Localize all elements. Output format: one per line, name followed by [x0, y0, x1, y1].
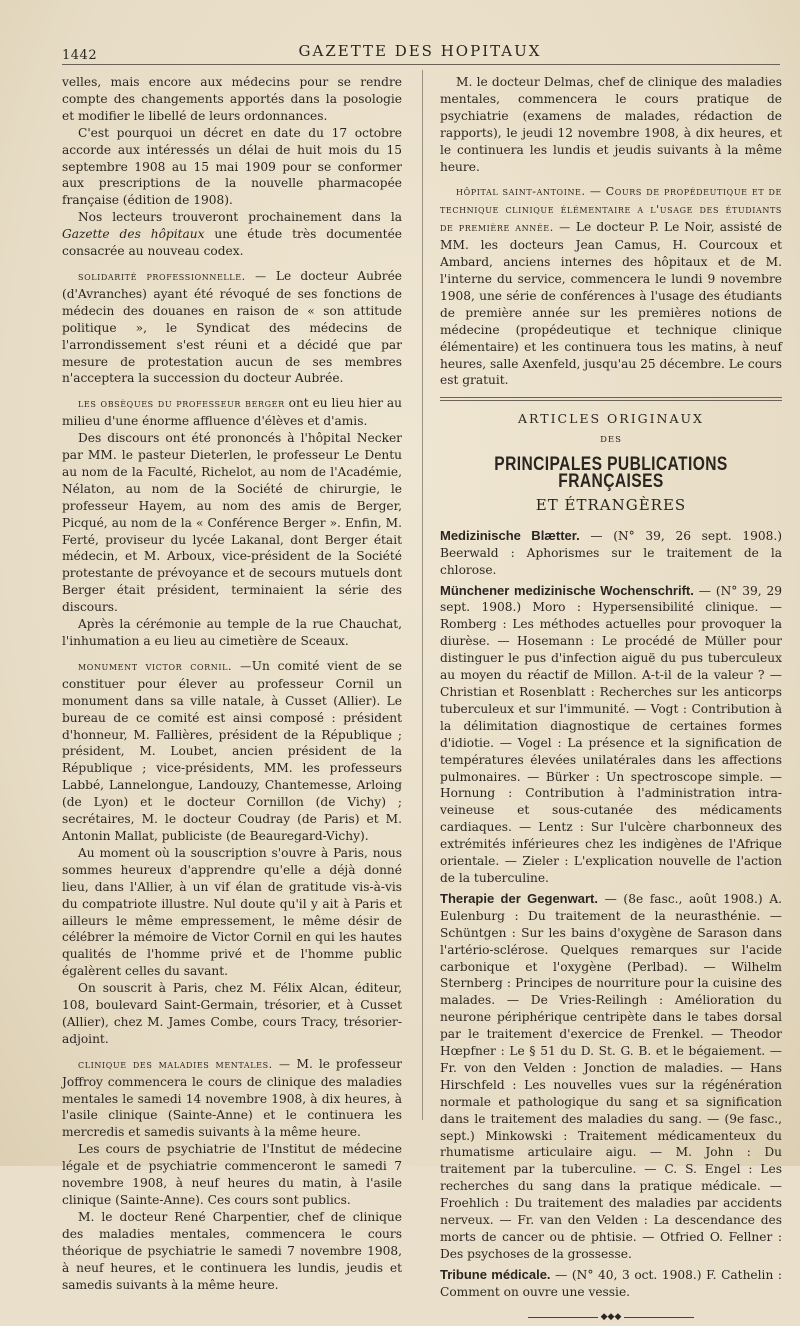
header-rule	[62, 64, 780, 65]
paragraph: Nos lecteurs trouveront prochainement dans la Gazette des hôpitaux une étude très documentée consacrée au nouveau codex.	[62, 210, 402, 259]
section-title: ARTICLES ORIGINAUX	[518, 411, 704, 427]
news-item-saint-antoine: hôpital saint-antoine. — Cours de propédeutique et de technique clinique élémentaire a l'usage des étudiants de première année. — Le docteur P. Le Noir, assisté de MM. les docteurs Jean Camus, H. Courcoux et Ambard, anciens internes des hôpitaux et de M. l'interne du service, commencera le lundi 9 novembre 1908, une série de conférences à l'usage des étudiants de première année sur les premières notions de médecine (propédeutique et technique clinique élémentaire) et les continuera tous les matins, à neuf heures, salle Axenfeld, jusqu'au 25 décembre. Le cours est gratuit.	[440, 185, 782, 388]
list-item: Therapie der Gegenwart. — (8e fasc., août 1908.) A. Eulenburg : Du traitement de la neurasthénie. — Schüntgen : Sur les bains d'oxygène de Sarason dans l'artério-sclérose. Quelques remarques sur l'acide carbonique et l'oxygène (Perlbad). — Wilhelm Sternberg : Principes de nourriture pour la cuisine des malades. — De Vries-Reilingh : Amélioration du neurone périphérique centripète dans le tabes dorsal par le traitement d'exercice de Frenkel. — Theodor Hœpfner : Le § 51 du D. St. G. B. et le bégaiement. — Fr. von den Velden : Jonction de maladies. — Hans Hirschfeld : Les nouvelles vues sur la régénération normale et pathologique du sang et sa signification dans le traitement des maladies du sang. — (9e fasc., sept.) Minkowski : Traitement médicamenteux du rhumatisme articulaire aigu. — M. John : Du traitement par la tuberculine. — C. S. Engel : Les recherches du sang dans la pratique médicale. — Froehlich : Du traitement des maladies par accidents nerveux. — Fr. van den Velden : La descendance des morts de cancer ou de phtisie. — Otfried O. Fellner : Des psychoses de la grossesse.	[440, 890, 782, 1261]
journal-name: Tribune médicale.	[440, 1266, 551, 1282]
list-item: Tribune médicale. — (N° 40, 3 oct. 1908.) F. Cathelin : Comment on ouvre une vessie.	[440, 1266, 782, 1299]
column-divider	[422, 70, 423, 1120]
news-item-monument: monument victor cornil. —Un comité vient de se constituer pour élever au professeur Cornil un monument dans sa ville natale, à Cusset (Allier). Le bureau de ce comité est ainsi composé : président d'honneur, M. Fallières, président de la République ; président, M. Loubet, ancien président de la République ; vice-présidents, MM. les professeurs Labbé, Lannelongue, Landouzy, Chantemesse, Arloing (de Lyon) et le docteur Cornillon (de Vichy) ; secrétaires, M. le docteur Coudray (de Paris) et M. Antonin Mallat, publiciste (de Beauregard-Vichy).	[62, 658, 403, 843]
page-number: 1442	[62, 48, 98, 63]
left-column	[62, 74, 402, 1293]
journal-name: Medizinische Blætter.	[440, 527, 580, 543]
paragraph: Les cours de psychiatrie de l'Institut de médecine légale et de psychiatrie commenceront le samedi 7 novembre 1908, à neuf heures du matin, à l'asile clinique (Sainte-Anne). Ces cours sont publics.	[62, 1142, 402, 1207]
paragraph: C'est pourquoi un décret en date du 17 octobre accorde aux intéressés un délai de huit mois du 15 septembre 1908 au 15 mai 1909 pour se conformer aux prescriptions de la nouvelle pharmacopée française (édition de 1908).	[62, 125, 402, 208]
paragraph: M. le docteur Delmas, chef de clinique des maladies mentales, commencera le cours pratique de psychiatrie (examens de malades, rédaction de rapports), le jeudi 12 novembre 1908, à dix heures, et le continuera les lundis et jeudis suivants à la même heure.	[440, 75, 782, 174]
news-heading: les obsèques du professeur berger	[78, 397, 285, 411]
section-rule	[440, 397, 782, 398]
news-heading: clinique des maladies mentales. —	[78, 1057, 291, 1071]
paragraph: Des discours ont été prononcés à l'hôpital Necker par MM. le pasteur Dieterlen, le professeur Le Dentu au nom de la Faculté, Richelot, au nom de l'Académie, Nélaton, au nom de la Société de chirurgie, le professeur Hayem, au nom des amis de Berger, Picqué, au nom de la « Conférence Berger ». Enfin, M. Ferté, proviseur du lycée Lakanal, dont Berger était médecin, et M. Arboux, vice-président de la Société protestante de prévoyance et de secours mutuels dont Berger était président, terminaient la série des discours.	[62, 431, 402, 615]
list-item: Medizinische Blætter. — (N° 39, 26 sept. 1908.) Beerwald : Aphorismes sur le traitement de la chlorose.	[440, 527, 782, 577]
news-heading: monument victor cornil. —	[78, 659, 252, 673]
running-title: GAZETTE DES HOPITAUX	[298, 42, 542, 60]
section-rule	[440, 400, 782, 401]
publication-list	[440, 528, 782, 1301]
paragraph: On souscrit à Paris, chez M. Félix Alcan, éditeur, 108, boulevard Saint-Germain, trésorier, et à Cusset (Allier), chez M. James Combe, cours Tracy, trésorier-adjoint.	[62, 981, 402, 1046]
news-item-obseques: les obsèques du professeur berger ont eu lieu hier au milieu d'une énorme affluence d'élèves et d'amis.	[62, 396, 403, 429]
section-title: ET ÉTRANGÈRES	[535, 495, 687, 514]
news-item-clinique: clinique des maladies mentales. — M. le professeur Joffroy commencera le cours de clinique des maladies mentales le samedi 14 novembre 1908, à dix heures, à l'asile clinique (Sainte-Anne) et le continuera les mercredis et samedis suivants à la même heure.	[62, 1056, 402, 1140]
journal-name: Münchener medizinische Wochenschrift.	[440, 582, 694, 598]
page-header	[60, 38, 780, 64]
paragraph: Au moment où la souscription s'ouvre à Paris, nous sommes heureux d'apprendre qu'elle a déjà donné lieu, dans l'Allier, à un vif élan de gratitude vis-à-vis du compatriote illustre. Nul doute qu'il y ait à Paris et ailleurs le même empressement, le même désir de célébrer la mémoire de Victor Cornil en qui les hautes qualités de l'homme privé et de l'homme public égalèrent celles du savant.	[62, 845, 402, 979]
list-item: Münchener medizinische Wochenschrift. — (N° 39, 29 sept. 1908.) Moro : Hypersensibilité clinique. — Romberg : Les méthodes actuelles pour provoquer la diurèse. — Hosemann : Le procédé de Müller pour distinguer le pus d'infection aiguë du pus tuberculeux au moyen du réactif de Millon. A-t-il de la valeur ? — Christian et Rosenblatt : Recherches sur les anticorps tuberculeux et sur l'immunité. — Vogt : Contribution à la délimitation diagnostique de certaines formes d'idiotie. — Vogel : La présence et la signification de températures élevées unilatérales dans les affections pulmonaires. — Bürker : Un spectroscope simple. — Hornung : Contribution à l'administration intra-veineuse et sous-cutanée des médicaments cardiaques. — Lentz : Sur l'ulcère charbonneux des extrémités inférieures chez les indigènes de l'Afrique orientale. — Zieler : L'explication nouvelle de l'action de la tuberculine.	[440, 582, 782, 885]
right-column	[440, 74, 782, 1326]
news-heading: hôpital saint-antoine. — Cours de propédeutique et de technique clinique élémentaire a l'usage des étudiants de première année. —	[440, 185, 782, 235]
paragraph: M. le docteur René Charpentier, chef de clinique des maladies mentales, commencera le cours théorique de psychiatrie le samedi 7 novembre 1908, à neuf heures, et le continuera les lundis, jeudis et samedis suivants à la même heure.	[62, 1209, 402, 1292]
journal-name: Therapie der Gegenwart.	[440, 890, 598, 906]
section-title: DES	[600, 435, 622, 446]
section-title: PRINCIPALES PUBLICATIONS FRANÇAISES	[494, 454, 728, 493]
news-item-solidarite: solidarité professionnelle. — Le docteur Aubrée (d'Avranches) ayant été révoqué de ses fonctions de médecin des douanes en raison de « son attitude politique », le Syndicat des médecins de l'arrondissement s'est réuni et a décidé que par mesure de protestation aucun de ses membres n'acceptera la succession du docteur Aubrée.	[62, 268, 402, 386]
paragraph: Après la cérémonie au temple de la rue Chauchat, l'inhumation a eu lieu au cimetière de Sceaux.	[62, 617, 402, 648]
end-ornament: ◆◆◆	[440, 1309, 782, 1326]
news-heading: solidarité professionnelle. —	[78, 269, 267, 283]
paragraph: velles, mais encore aux médecins pour se rendre compte des changements apportés dans la posologie et modifier le libellé de leurs ordonnances.	[62, 75, 402, 123]
